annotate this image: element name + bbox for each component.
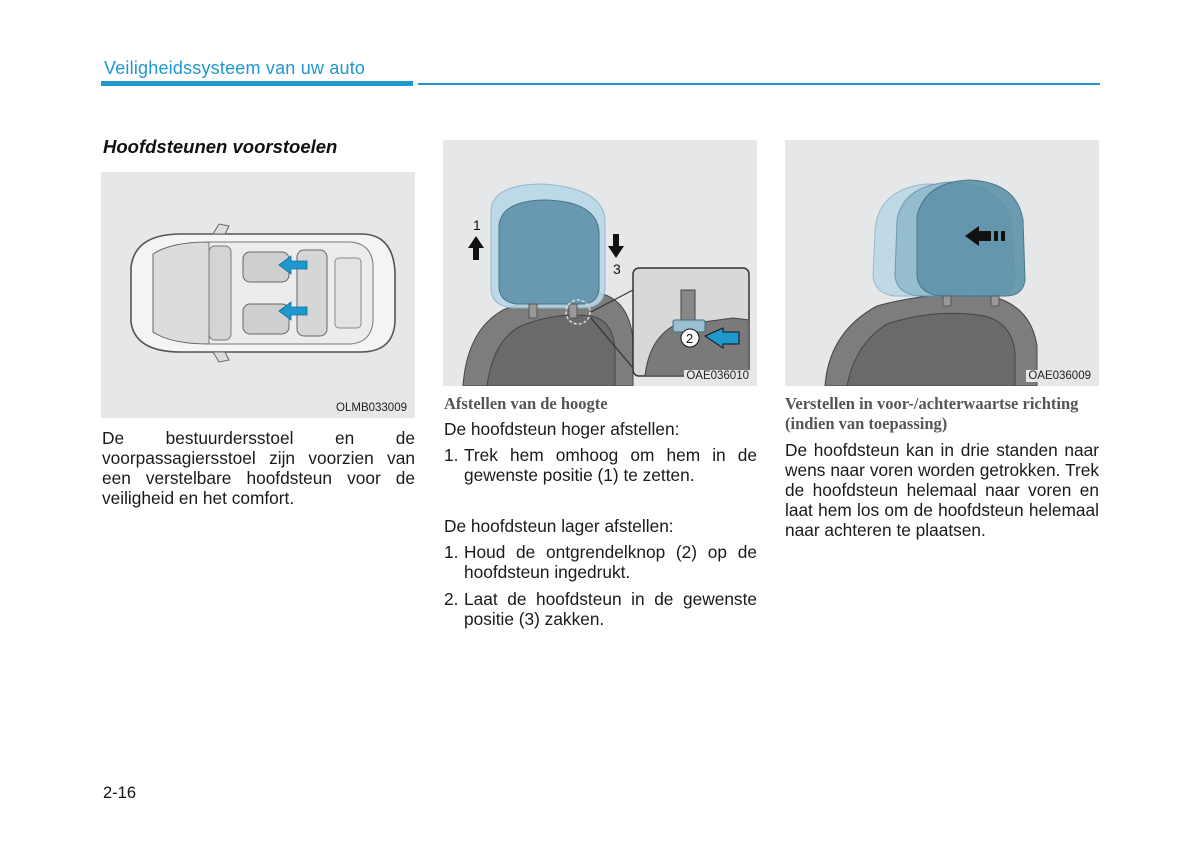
height-subheading: Afstellen van de hoogte [444,394,608,413]
intro-paragraph: De bestuurdersstoel en de voorpassagiersstoel zijn voorzien van een verstelbare hoofdsteun voor de veiligheid en het comfort. [102,428,415,508]
arrow-up-icon [468,236,484,260]
list-item-number: 2. [444,589,459,609]
running-header-title: Veiligheidssysteem van uw auto [104,58,366,78]
headrest-tilt-figure [785,140,1099,386]
car-top-view-figure [101,172,415,418]
height-up-intro: De hoofdsteun hoger afstellen: [444,419,680,439]
list-item-number: 1. [444,542,459,562]
label-3: 3 [613,261,621,277]
fore-aft-subheading: Verstellen in voor-/achterwaartse richting (indien van toepassing) [785,394,1079,433]
car-top-view-illustration [101,172,415,418]
arrow-down-icon [608,234,624,258]
figure-code: OLMB033009 [336,402,407,414]
list-item [444,445,757,487]
headrest-height-illustration [443,140,757,386]
label-2: 2 [686,331,694,346]
figure-code: OAE036009 [1028,370,1091,382]
label-1: 1 [473,217,481,233]
height-down-intro: De hoofdsteun lager afstellen: [444,516,674,536]
headrest-height-figure [443,140,757,386]
page-number: 2-16 [103,784,137,802]
list-item-text: Laat de hoofdsteun in de gewenste positie (3) zakken. [464,589,757,629]
header-rule [418,83,1100,85]
list-item-text: Trek hem omhoog om hem in de gewenste positie (1) te zetten. [464,445,757,485]
fore-aft-paragraph: De hoofdsteun kan in drie standen naar wens naar voren worden getrokken. Trek de hoofdsteun helemaal naar voren en laat hem los om de hoofdsteun helemaal naar achteren te plaatsen. [785,440,1099,540]
header-rule-accent [101,81,413,86]
list-item [444,542,757,584]
list-item [444,589,757,631]
list-item-number: 1. [444,445,459,465]
headrest-tilt-illustration [785,140,1099,386]
section-heading: Hoofdsteunen voorstoelen [103,136,338,157]
list-item-text: Houd de ontgrendelknop (2) op de hoofdsteun ingedrukt. [464,542,757,582]
figure-code: OAE036010 [686,370,749,382]
